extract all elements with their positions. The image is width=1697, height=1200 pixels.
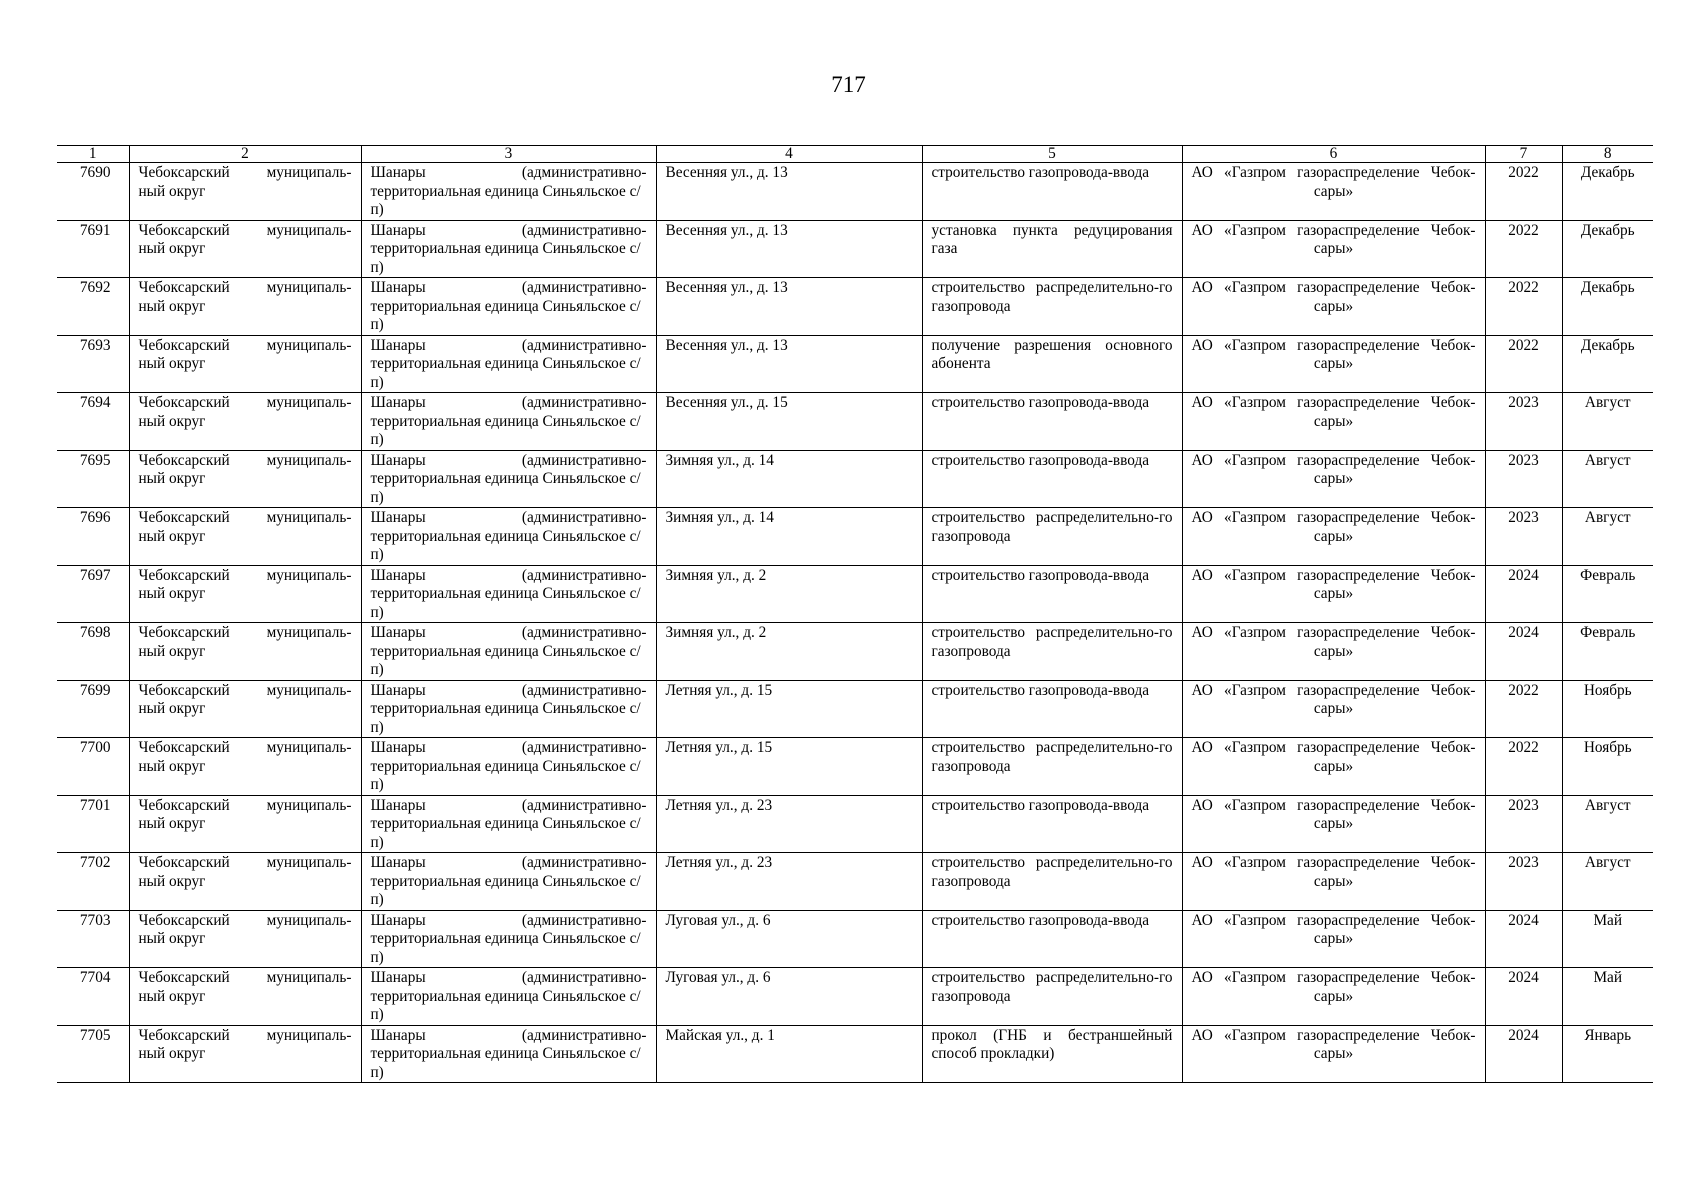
district-line-1: Чебоксарский муниципаль- (138, 336, 352, 354)
table-row (57, 738, 1653, 796)
organization-line-2: сары» (1313, 412, 1354, 430)
table-row (57, 220, 1653, 278)
row-number-cell: 7700 (57, 738, 129, 796)
column-number: 1 (57, 146, 129, 163)
address-cell: Летняя ул., д. 15 (656, 738, 922, 796)
organization-cell (1182, 795, 1485, 853)
year-cell: 2022 (1485, 220, 1562, 278)
row-number-cell: 7701 (57, 795, 129, 853)
settlement-line-2: территориальная единица Синьяльское с/п) (370, 987, 641, 1023)
table-row (57, 853, 1653, 911)
year-cell: 2022 (1485, 163, 1562, 221)
table-row (57, 795, 1653, 853)
table-row (57, 968, 1653, 1026)
column-number: 5 (922, 146, 1182, 163)
month-cell: Май (1562, 910, 1653, 968)
settlement-line-2: территориальная единица Синьяльское с/п) (370, 700, 641, 736)
settlement-line-2: территориальная единица Синьяльское с/п) (370, 182, 641, 218)
work-type-cell: получение разрешения основного абонента (922, 335, 1182, 393)
month-cell: Декабрь (1562, 278, 1653, 336)
row-number-cell: 7703 (57, 910, 129, 968)
district-line-2: ный округ (138, 527, 206, 545)
work-type-cell: строительство газопровода-ввода (922, 795, 1182, 853)
organization-line-1: АО «Газпром газораспределение Чебок- (1191, 969, 1476, 986)
organization-line-2: сары» (1313, 642, 1354, 660)
work-type-cell: строительство распределительно-го газопровода (922, 853, 1182, 911)
district-line-2: ный округ (138, 355, 206, 372)
settlement-line-2: территориальная единица Синьяльское с/п) (370, 815, 641, 851)
month-cell: Август (1562, 853, 1653, 911)
settlement-line-2: территориальная единица Синьяльское с/п) (370, 872, 641, 908)
organization-cell (1182, 623, 1485, 681)
settlement-line-2: территориальная единица Синьяльское с/п) (370, 585, 641, 621)
row-number-cell: 7698 (57, 623, 129, 681)
month-cell: Январь (1562, 1025, 1653, 1083)
column-number: 6 (1182, 146, 1485, 163)
work-type-cell: строительство распределительно-го газопровода (922, 508, 1182, 566)
table-row (57, 163, 1653, 221)
column-number: 8 (1562, 146, 1653, 163)
address-cell: Весенняя ул., д. 15 (656, 393, 922, 451)
table-row (57, 910, 1653, 968)
district-line-1: Чебоксарский муниципаль- (138, 509, 352, 526)
address-cell: Зимняя ул., д. 2 (656, 623, 922, 681)
month-cell: Ноябрь (1562, 680, 1653, 738)
district-line-2: ный округ (138, 182, 206, 200)
row-number-cell: 7692 (57, 278, 129, 336)
year-cell: 2024 (1485, 623, 1562, 681)
district-cell (129, 278, 361, 336)
organization-cell (1182, 853, 1485, 911)
month-cell: Февраль (1562, 565, 1653, 623)
organization-cell (1182, 680, 1485, 738)
settlement-line-2: территориальная единица Синьяльское с/п) (370, 1045, 641, 1081)
year-cell: 2023 (1485, 450, 1562, 508)
district-line-1: Чебоксарский муниципаль- (138, 739, 352, 756)
table-row (57, 508, 1653, 566)
organization-cell (1182, 1025, 1485, 1083)
organization-line-1: АО «Газпром газораспределение Чебок- (1191, 336, 1476, 354)
district-cell (129, 623, 361, 681)
settlement-cell (361, 1025, 656, 1083)
row-number-cell: 7694 (57, 393, 129, 451)
month-cell: Август (1562, 393, 1653, 451)
settlement-line-1: Шанары (административно- (370, 221, 647, 239)
district-cell (129, 910, 361, 968)
settlement-line-1: Шанары (административно- (370, 394, 647, 411)
table-row (57, 335, 1653, 393)
district-line-1: Чебоксарский муниципаль- (138, 394, 352, 411)
organization-line-1: АО «Газпром газораспределение Чебок- (1191, 221, 1476, 239)
district-line-1: Чебоксарский муниципаль- (138, 164, 352, 181)
settlement-cell (361, 450, 656, 508)
year-cell: 2023 (1485, 508, 1562, 566)
row-number-cell: 7693 (57, 335, 129, 393)
address-cell: Майская ул., д. 1 (656, 1025, 922, 1083)
settlement-line-1: Шанары (административно- (370, 681, 647, 699)
settlement-line-2: территориальная единица Синьяльское с/п) (370, 240, 641, 276)
organization-line-2: сары» (1313, 527, 1354, 545)
settlement-line-1: Шанары (административно- (370, 911, 647, 929)
organization-line-2: сары» (1313, 240, 1354, 257)
work-type-cell: строительство газопровода-ввода (922, 450, 1182, 508)
district-cell (129, 795, 361, 853)
table-row (57, 450, 1653, 508)
organization-cell (1182, 393, 1485, 451)
row-number-cell: 7696 (57, 508, 129, 566)
year-cell: 2024 (1485, 968, 1562, 1026)
organization-line-2: сары» (1313, 700, 1354, 717)
month-cell: Февраль (1562, 623, 1653, 681)
organization-line-1: АО «Газпром газораспределение Чебок- (1191, 739, 1476, 756)
month-cell: Декабрь (1562, 220, 1653, 278)
district-line-2: ный округ (138, 642, 206, 660)
address-cell: Весенняя ул., д. 13 (656, 278, 922, 336)
address-cell: Зимняя ул., д. 14 (656, 508, 922, 566)
data-table (57, 145, 1653, 1083)
month-cell: Август (1562, 795, 1653, 853)
settlement-cell (361, 853, 656, 911)
district-line-1: Чебоксарский муниципаль- (138, 451, 352, 469)
settlement-line-2: территориальная единица Синьяльское с/п) (370, 757, 641, 793)
district-cell (129, 680, 361, 738)
settlement-line-1: Шанары (административно- (370, 336, 647, 354)
year-cell: 2022 (1485, 335, 1562, 393)
organization-line-1: АО «Газпром газораспределение Чебок- (1191, 566, 1476, 584)
address-cell: Луговая ул., д. 6 (656, 968, 922, 1026)
district-line-2: ный округ (138, 872, 206, 890)
work-type-cell: строительство распределительно-го газопровода (922, 738, 1182, 796)
district-cell (129, 450, 361, 508)
table-row (57, 278, 1653, 336)
district-line-2: ный округ (138, 297, 206, 315)
organization-line-2: сары» (1313, 872, 1354, 890)
row-number-cell: 7690 (57, 163, 129, 221)
district-line-1: Чебоксарский муниципаль- (138, 911, 352, 929)
address-cell: Зимняя ул., д. 2 (656, 565, 922, 623)
organization-line-2: сары» (1313, 182, 1354, 200)
settlement-cell (361, 335, 656, 393)
settlement-cell (361, 220, 656, 278)
settlement-line-1: Шанары (административно- (370, 624, 647, 641)
organization-cell (1182, 968, 1485, 1026)
month-cell: Декабрь (1562, 163, 1653, 221)
organization-line-2: сары» (1313, 585, 1354, 602)
organization-line-1: АО «Газпром газораспределение Чебок- (1191, 279, 1476, 296)
settlement-cell (361, 623, 656, 681)
organization-cell (1182, 508, 1485, 566)
year-cell: 2023 (1485, 393, 1562, 451)
settlement-line-2: территориальная единица Синьяльское с/п) (370, 930, 641, 966)
address-cell: Летняя ул., д. 23 (656, 853, 922, 911)
year-cell: 2024 (1485, 1025, 1562, 1083)
settlement-line-1: Шанары (административно- (370, 739, 647, 756)
settlement-line-1: Шанары (административно- (370, 164, 647, 181)
district-line-1: Чебоксарский муниципаль- (138, 969, 352, 986)
work-type-cell: строительство газопровода-ввода (922, 910, 1182, 968)
settlement-cell (361, 163, 656, 221)
organization-line-2: сары» (1313, 470, 1354, 487)
address-cell: Весенняя ул., д. 13 (656, 163, 922, 221)
settlement-line-2: территориальная единица Синьяльское с/п) (370, 527, 641, 563)
table-body (57, 163, 1653, 1083)
organization-line-2: сары» (1313, 987, 1354, 1005)
settlement-cell (361, 738, 656, 796)
organization-line-1: АО «Газпром газораспределение Чебок- (1191, 164, 1476, 181)
district-cell (129, 220, 361, 278)
address-cell: Весенняя ул., д. 13 (656, 335, 922, 393)
district-line-1: Чебоксарский муниципаль- (138, 279, 352, 296)
year-cell: 2024 (1485, 910, 1562, 968)
address-cell: Луговая ул., д. 6 (656, 910, 922, 968)
settlement-line-1: Шанары (административно- (370, 969, 647, 986)
settlement-cell (361, 278, 656, 336)
district-line-2: ный округ (138, 240, 206, 257)
organization-line-1: АО «Газпром газораспределение Чебок- (1191, 911, 1476, 929)
table-row (57, 565, 1653, 623)
settlement-cell (361, 680, 656, 738)
organization-line-1: АО «Газпром газораспределение Чебок- (1191, 854, 1476, 871)
work-type-cell: строительство газопровода-ввода (922, 565, 1182, 623)
settlement-cell (361, 565, 656, 623)
column-number: 2 (129, 146, 361, 163)
settlement-line-1: Шанары (административно- (370, 509, 647, 526)
district-line-1: Чебоксарский муниципаль- (138, 566, 352, 584)
organization-line-2: сары» (1313, 757, 1354, 775)
column-number-row (57, 146, 1653, 163)
settlement-line-1: Шанары (административно- (370, 566, 647, 584)
year-cell: 2023 (1485, 795, 1562, 853)
district-cell (129, 393, 361, 451)
work-type-cell: установка пункта редуцирования газа (922, 220, 1182, 278)
organization-line-2: сары» (1313, 355, 1354, 372)
district-line-2: ный округ (138, 1045, 206, 1062)
district-cell (129, 968, 361, 1026)
table-row (57, 623, 1653, 681)
organization-line-1: АО «Газпром газораспределение Чебок- (1191, 624, 1476, 641)
settlement-line-1: Шанары (административно- (370, 451, 647, 469)
organization-cell (1182, 220, 1485, 278)
month-cell: Май (1562, 968, 1653, 1026)
address-cell: Весенняя ул., д. 13 (656, 220, 922, 278)
settlement-cell (361, 508, 656, 566)
table-row (57, 393, 1653, 451)
settlement-line-1: Шанары (административно- (370, 279, 647, 296)
settlement-cell (361, 910, 656, 968)
district-line-1: Чебоксарский муниципаль- (138, 1026, 352, 1044)
organization-cell (1182, 910, 1485, 968)
year-cell: 2022 (1485, 738, 1562, 796)
settlement-line-2: территориальная единица Синьяльское с/п) (370, 355, 641, 391)
district-line-2: ный округ (138, 412, 206, 430)
organization-line-1: АО «Газпром газораспределение Чебок- (1191, 1026, 1476, 1044)
organization-cell (1182, 278, 1485, 336)
page-number: 717 (831, 72, 866, 97)
row-number-cell: 7704 (57, 968, 129, 1026)
district-cell (129, 508, 361, 566)
settlement-line-2: территориальная единица Синьяльское с/п) (370, 297, 641, 333)
organization-cell (1182, 738, 1485, 796)
organization-line-1: АО «Газпром газораспределение Чебок- (1191, 796, 1476, 814)
district-line-2: ный округ (138, 470, 206, 487)
work-type-cell: строительство распределительно-го газопровода (922, 623, 1182, 681)
organization-cell (1182, 450, 1485, 508)
settlement-cell (361, 393, 656, 451)
district-cell (129, 1025, 361, 1083)
district-line-2: ный округ (138, 700, 206, 717)
work-type-cell: строительство распределительно-го газопровода (922, 968, 1182, 1026)
district-line-1: Чебоксарский муниципаль- (138, 796, 352, 814)
table-row (57, 1025, 1653, 1083)
organization-line-2: сары» (1313, 815, 1354, 832)
work-type-cell: строительство газопровода-ввода (922, 163, 1182, 221)
district-line-2: ный округ (138, 930, 206, 947)
settlement-line-2: территориальная единица Синьяльское с/п) (370, 642, 641, 678)
organization-line-2: сары» (1313, 930, 1354, 947)
row-number-cell: 7699 (57, 680, 129, 738)
organization-line-1: АО «Газпром газораспределение Чебок- (1191, 451, 1476, 469)
district-line-2: ный округ (138, 757, 206, 775)
district-line-2: ный округ (138, 585, 206, 602)
column-number: 3 (361, 146, 656, 163)
address-cell: Летняя ул., д. 23 (656, 795, 922, 853)
row-number-cell: 7705 (57, 1025, 129, 1083)
district-line-1: Чебоксарский муниципаль- (138, 624, 352, 641)
district-cell (129, 853, 361, 911)
year-cell: 2022 (1485, 680, 1562, 738)
settlement-cell (361, 968, 656, 1026)
settlement-cell (361, 795, 656, 853)
district-line-2: ный округ (138, 815, 206, 832)
row-number-cell: 7695 (57, 450, 129, 508)
work-type-cell: строительство газопровода-ввода (922, 393, 1182, 451)
month-cell: Ноябрь (1562, 738, 1653, 796)
address-cell: Летняя ул., д. 15 (656, 680, 922, 738)
organization-line-2: сары» (1313, 297, 1354, 315)
organization-line-1: АО «Газпром газораспределение Чебок- (1191, 509, 1476, 526)
settlement-line-2: территориальная единица Синьяльское с/п) (370, 412, 641, 448)
row-number-cell: 7691 (57, 220, 129, 278)
district-cell (129, 335, 361, 393)
column-number: 7 (1485, 146, 1562, 163)
district-line-1: Чебоксарский муниципаль- (138, 221, 352, 239)
district-line-1: Чебоксарский муниципаль- (138, 854, 352, 871)
settlement-line-1: Шанары (административно- (370, 796, 647, 814)
year-cell: 2022 (1485, 278, 1562, 336)
settlement-line-1: Шанары (административно- (370, 854, 647, 871)
work-type-cell: строительство газопровода-ввода (922, 680, 1182, 738)
month-cell: Декабрь (1562, 335, 1653, 393)
month-cell: Август (1562, 508, 1653, 566)
organization-cell (1182, 335, 1485, 393)
district-line-1: Чебоксарский муниципаль- (138, 681, 352, 699)
year-cell: 2024 (1485, 565, 1562, 623)
year-cell: 2023 (1485, 853, 1562, 911)
district-cell (129, 738, 361, 796)
district-cell (129, 163, 361, 221)
organization-cell (1182, 163, 1485, 221)
settlement-line-2: территориальная единица Синьяльское с/п) (370, 470, 641, 506)
organization-line-1: АО «Газпром газораспределение Чебок- (1191, 681, 1476, 699)
row-number-cell: 7702 (57, 853, 129, 911)
table-row (57, 680, 1653, 738)
address-cell: Зимняя ул., д. 14 (656, 450, 922, 508)
organization-cell (1182, 565, 1485, 623)
month-cell: Август (1562, 450, 1653, 508)
settlement-line-1: Шанары (административно- (370, 1026, 647, 1044)
district-line-2: ный округ (138, 987, 206, 1005)
work-type-cell: прокол (ГНБ и бестраншейный способ прокладки) (922, 1025, 1182, 1083)
column-number: 4 (656, 146, 922, 163)
organization-line-1: АО «Газпром газораспределение Чебок- (1191, 394, 1476, 411)
row-number-cell: 7697 (57, 565, 129, 623)
district-cell (129, 565, 361, 623)
organization-line-2: сары» (1313, 1045, 1354, 1062)
work-type-cell: строительство распределительно-го газопровода (922, 278, 1182, 336)
